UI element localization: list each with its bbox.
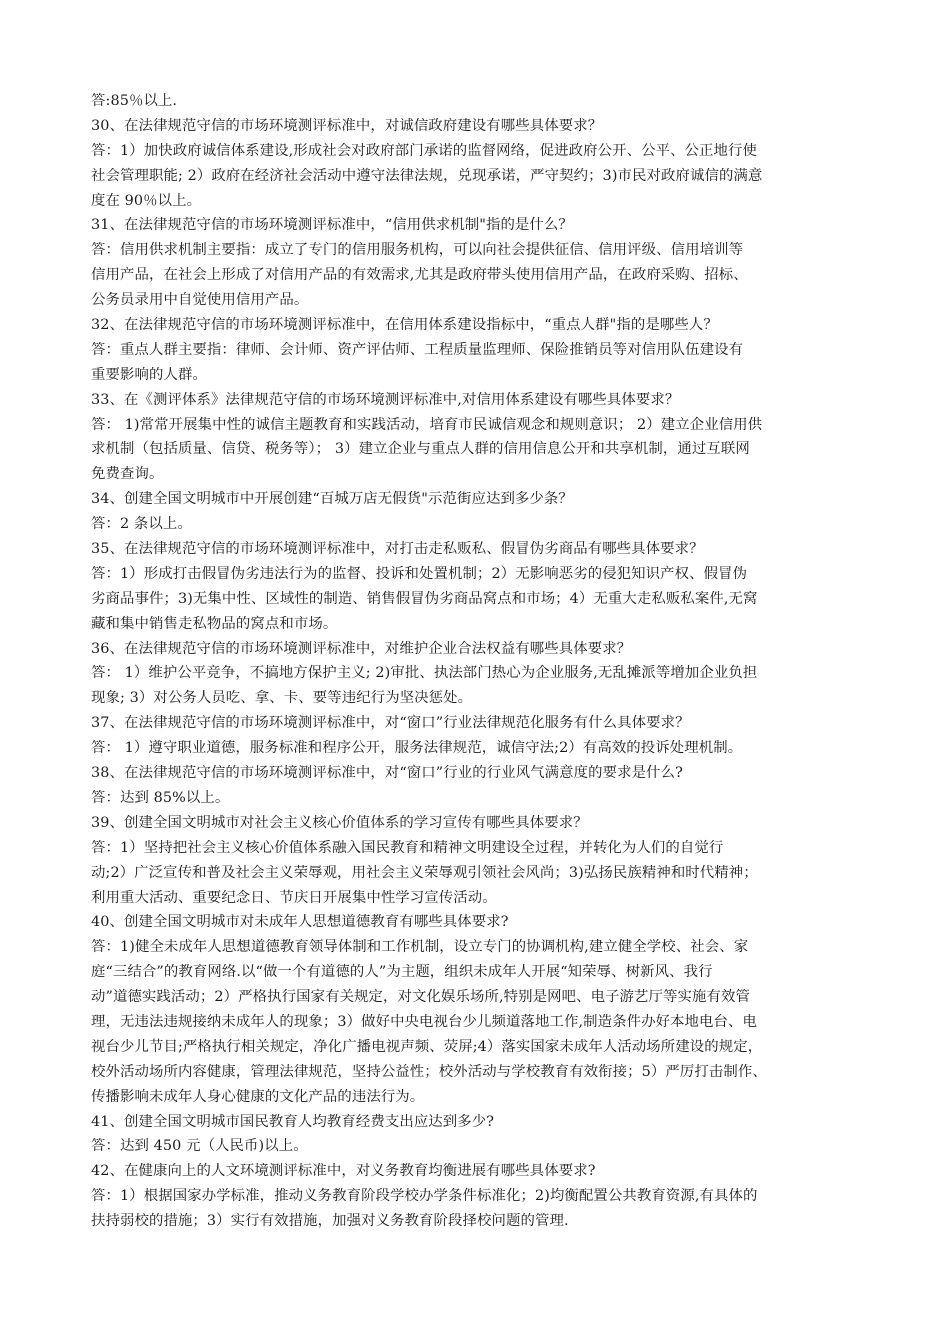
question-line: 33、在《测评体系》法律规范守信的市场环境测评标准中,对信用体系建设有哪些具体要求？ [91, 391, 680, 408]
answer-line: 免费查询。 [91, 466, 164, 483]
answer-line: 扶持弱校的措施；3）实行有效措施，加强对义务教育阶段择校问题的管理. [91, 1213, 569, 1230]
question-line: 32、在法律规范守信的市场环境测评标准中，在信用体系建设指标中，“重点人群"指的是哪些人？ [91, 317, 718, 334]
answer-line: 庭“三结合”的教育网络.以“做一个有道德的人”为主题，组织未成年人开展“知荣辱、树新风、我行 [91, 964, 713, 981]
answer-line: 传播影响未成年人身心健康的文化产品的违法行为。 [91, 1088, 425, 1105]
answer-line: 答：达到 85%以上。 [91, 789, 230, 806]
answer-line: 现象; 3）对公务人员吃、拿、卡、要等违纪行为坚决惩处。 [91, 690, 473, 707]
question-line: 40、创建全国文明城市对未成年人思想道德教育有哪些具体要求? [91, 914, 509, 931]
answer-line: 答：2 条以上。 [91, 516, 192, 533]
answer-line: 答：达到 450 元（人民币)以上。 [91, 1138, 308, 1155]
question-line: 42、在健康向上的人文环境测评标准中，对义务教育均衡进展有哪些具体要求? [91, 1163, 596, 1180]
question-line: 30、在法律规范守信的市场环境测评标准中，对诚信政府建设有哪些具体要求？ [91, 117, 603, 134]
question-line: 38、在法律规范守信的市场环境测评标准中，对“窗口”行业的行业风气满意度的要求是什么? [91, 765, 683, 782]
question-line: 36、在法律规范守信的市场环境测评标准中，对维护企业合法权益有哪些具体要求？ [91, 640, 632, 657]
answer-line: 答：重点人群主要指：律师、会计师、资产评估师、工程质量监理师、保险推销员等对信用队伍建设有 [91, 341, 744, 358]
question-line: 41、创建全国文明城市国民教育人均教育经费支出应达到多少? [91, 1113, 495, 1130]
question-line: 37、在法律规范守信的市场环境测评标准中，对“窗口”行业法律规范化服务有什么具体要求？ [91, 715, 690, 732]
answer-line: 答：1）坚持把社会主义核心价值体系融入国民教育和精神文明建设全过程，并转化为人们的自觉行 [91, 839, 724, 856]
answer-line: 答：1）形成打击假冒伪劣违法行为的监督、投诉和处置机制；2）无影响恶劣的侵犯知识产权、假冒伪 [91, 565, 748, 582]
answer-line: 理，无违法违规接纳未成年人的现象；3）做好中央电视台少儿频道落地工作,制造条件办好本地电台、电 [91, 1013, 758, 1030]
question-line: 34、创建全国文明城市中开展创建“百城万店无假货"示范街应达到多少条？ [91, 491, 573, 508]
answer-line: 答：1）根据国家办学标准，推动义务教育阶段学校办学条件标准化；2)均衡配置公共教育资源,有具体的 [91, 1188, 758, 1205]
answer-line: 度在 90％以上。 [91, 192, 202, 209]
question-line: 35、在法律规范守信的市场环境测评标准中，对打击走私贩私、假冒伪劣商品有哪些具体要求？ [91, 541, 704, 558]
answer-line: 答： 1）维护公平竞争，不搞地方保护主义; 2)审批、执法部门热心为企业服务,无乱摊派等增加企业负担 [91, 665, 758, 682]
answer-line: 公务员录用中自觉使用信用产品。 [91, 292, 309, 309]
answer-line: 答： 1）遵守职业道德，服务标准和程序公开，服务法律规范，诚信守法;2）有高效的投诉处理机制。 [91, 740, 743, 757]
answer-line: 答： 1)常常开展集中性的诚信主题教育和实践活动，培育市民诚信观念和规则意识； 2）建立企业信用供 [91, 416, 763, 433]
answer-line: 求机制（包括质量、信贷、税务等）； 3）建立企业与重点人群的信用信息公开和共享机制，通过互联网 [91, 441, 750, 458]
answer-line: 社会管理职能; 2）政府在经济社会活动中遵守法律法规，兑现承诺，严守契约；3)市民对政府诚信的满意 [91, 167, 763, 184]
answer-line: 劣商品事件；3)无集中性、区域性的制造、销售假冒伪劣商品窝点和市场；4）无重大走私贩私案件,无窝 [91, 590, 758, 607]
answer-line: 利用重大活动、重要纪念日、节庆日开展集中性学习宣传活动。 [91, 889, 497, 906]
answer-line: 视台少儿节目;严格执行相关规定，净化广播电视声频、荧屏;4）落实国家未成年人活动场所建设的规定， [91, 1038, 763, 1055]
question-line: 39、创建全国文明城市对社会主义核心价值体系的学习宣传有哪些具体要求？ [91, 814, 588, 831]
document-body [91, 89, 863, 1234]
answer-line: 答：1)健全未成年人思想道德教育领导体制和工作机制，设立专门的协调机构,建立健全学校、社会、家 [91, 939, 749, 956]
answer-line: 动”道德实践活动；2）严格执行国家有关规定，对文化娱乐场所,特别是网吧、电子游艺厅等实施有效管 [91, 989, 750, 1006]
answer-line: 动;2）广泛宣传和普及社会主义荣辱观，用社会主义荣辱观引领社会风尚；3)弘扬民族精神和时代精神； [91, 864, 758, 881]
question-line: 31、在法律规范守信的市场环境测评标准中，“信用供求机制"指的是什么？ [91, 217, 573, 234]
answer-line: 藏和集中销售走私物品的窝点和市场。 [91, 615, 338, 632]
answer-line: 校外活动场所内容健康，管理法律规范，坚持公益性；校外活动与学校教育有效衔接；5）严厉打击制作、 [91, 1063, 767, 1080]
answer-line: 答：信用供求机制主要指：成立了专门的信用服务机构，可以向社会提供征信、信用评级、信用培训等 [91, 242, 744, 259]
answer-line: 重要影响的人群。 [91, 366, 207, 383]
answer-line: 答：1）加快政府诚信体系建设,形成社会对政府部门承诺的监督网络，促进政府公开、公平、公正地行使 [91, 142, 758, 159]
answer-line: 信用产品，在社会上形成了对信用产品的有效需求,尤其是政府带头使用信用产品，在政府采购、招标、 [91, 267, 748, 284]
text-line: 答:85％以上. [91, 93, 178, 109]
